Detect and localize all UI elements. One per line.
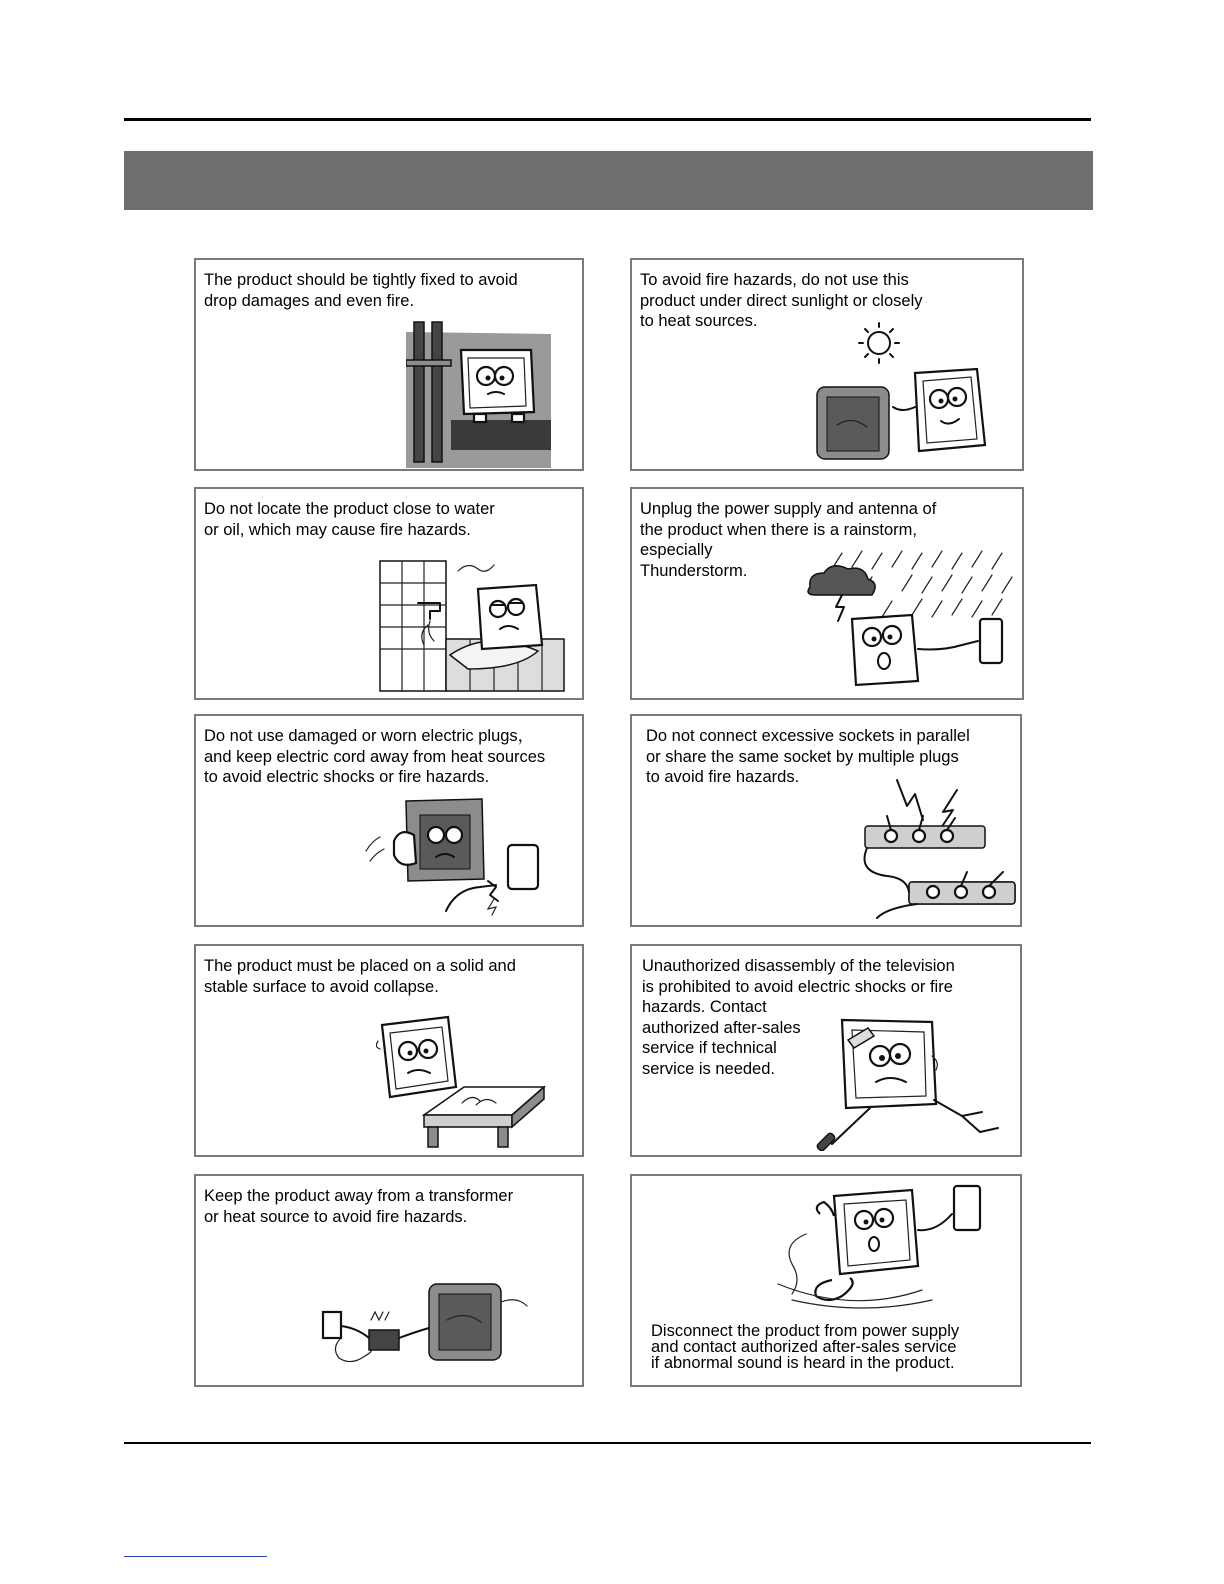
tv-on-ledge-icon bbox=[406, 320, 556, 470]
panel-transformer bbox=[194, 1174, 584, 1387]
storm-cloud-rain-tv-icon bbox=[802, 549, 1017, 699]
panel-text: Do not locate the product close to water or oil, which may cause fire hazards. bbox=[204, 500, 495, 539]
panel-text: The product should be tightly fixed to avoid drop damages and even fire. bbox=[204, 271, 518, 310]
panel-text: Unplug the power supply and antenna of the product when there is a rainstorm, especially Thunderstorm. bbox=[640, 500, 937, 580]
panel-text: Do not connect excessive sockets in parallel or share the same socket by multiple plugs to avoid fire hazards. bbox=[646, 727, 970, 786]
panel-disassembly bbox=[630, 944, 1022, 1157]
smoking-tv-unplug-icon bbox=[772, 1184, 992, 1314]
panel-damaged-plugs bbox=[194, 714, 584, 927]
bandaged-tv-tools-icon bbox=[812, 1016, 1012, 1151]
overloaded-power-strip-icon bbox=[857, 776, 1022, 921]
damaged-plug-tv-icon bbox=[356, 791, 556, 921]
panel-solid-surface bbox=[194, 944, 584, 1157]
panel-text: Unauthorized disassembly of the television is prohibited to avoid electric shocks or fire hazards. Contact authorized after-sales service if technical service is needed. bbox=[642, 957, 955, 1078]
panel-text: Keep the product away from a transformer or heat source to avoid fire hazards. bbox=[204, 1187, 514, 1226]
panel-water-oil bbox=[194, 487, 584, 700]
faucet-water-tv-icon bbox=[378, 559, 568, 694]
panel-excessive-sockets bbox=[630, 714, 1022, 927]
panel-text: To avoid fire hazards, do not use this product under direct sunlight or closely to heat sources. bbox=[640, 271, 923, 330]
panel-abnormal-sound bbox=[630, 1174, 1022, 1387]
panel-sunlight bbox=[630, 258, 1024, 471]
panel-tight-fix bbox=[194, 258, 584, 471]
footer-rule bbox=[124, 1442, 1091, 1444]
sun-heater-tv-icon bbox=[807, 315, 1007, 465]
panel-text: Do not use damaged or worn electric plugs， and keep electric cord away from heat sources to avoid electric shocks or fire hazards. bbox=[204, 727, 546, 786]
header-rule bbox=[124, 118, 1091, 121]
panel-text: The product must be placed on a solid and stable surface to avoid collapse. bbox=[204, 957, 516, 996]
footer-link-underline bbox=[124, 1556, 267, 1557]
section-title-bar bbox=[124, 151, 1093, 210]
tv-unstable-table-icon bbox=[376, 1011, 556, 1151]
panel-text: Disconnect the product from power supply and contact authorized after-sales service if abnormal sound is heard in the product. bbox=[651, 1322, 960, 1372]
transformer-heater-icon bbox=[321, 1276, 536, 1381]
panel-rainstorm bbox=[630, 487, 1024, 700]
